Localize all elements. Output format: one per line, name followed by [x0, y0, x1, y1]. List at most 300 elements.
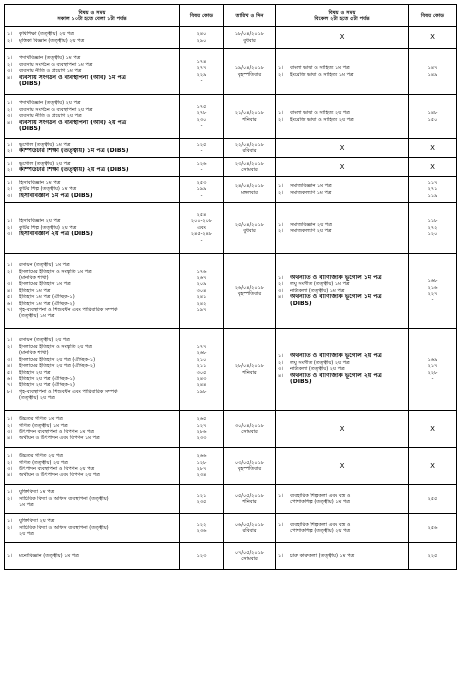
- morning-subject-text: মৃত্তিকা বিজ্ঞান (তত্ত্বীয়) ২য় পত্র: [19, 37, 85, 44]
- routine-row: [5, 177, 457, 203]
- morning-subject-code: -: [200, 148, 203, 154]
- exam-day: মঙ্গলবার: [241, 189, 258, 196]
- exam-date: ২৮/০৪/২০১৮: [234, 363, 265, 370]
- morning-subject-code: ২৮৬: [196, 429, 207, 435]
- morning-subject-number: ১।: [7, 179, 13, 186]
- morning-subject-text: কৃষিশিক্ষা (তত্ত্বীয়) ২য় পত্র: [19, 31, 74, 38]
- date-day-cell: [224, 329, 276, 411]
- morning-subject-number: [7, 81, 19, 87]
- morning-subjects-cell: [5, 411, 180, 448]
- morning-codes-cell: [180, 254, 224, 329]
- morning-subject-text: উৎপাদন ব্যবস্থাপনা ও বিপণন ১ম পত্র: [19, 429, 94, 435]
- morning-subject-text: কম্পিউটার শিক্ষা (তত্ত্বীয়) ২য় পত্র (DIBS): [19, 167, 129, 173]
- morning-subject-number: [7, 395, 19, 401]
- exam-date: ০৫/০৫/২০১৮: [234, 492, 265, 499]
- afternoon-subject-text: পোশাকশিল্প (তত্ত্বীয়) ১ম পত্র: [290, 499, 350, 505]
- morning-subject-text: ইতিহাস ১ম পত্র (ঐচ্ছিক-২): [19, 300, 75, 307]
- morning-subject-text: হিসাববিজ্ঞান ১ম পত্র: [19, 179, 61, 186]
- morning-subject-number: ১।: [7, 100, 13, 107]
- morning-subject-number: ৭।: [7, 382, 13, 389]
- morning-subject-text: ২য় পত্র: [19, 531, 34, 538]
- morning-subject-number: ৬।: [7, 375, 13, 382]
- morning-subject-text: অর্থায়ন ও উৎপাদন এবং বিপণন ২য় পত্র: [19, 472, 100, 479]
- routine-row: [5, 49, 457, 95]
- afternoon-subject-number: ৪।: [278, 294, 284, 301]
- morning-subjects-cell: [5, 203, 180, 254]
- morning-subjects-cell: [5, 27, 180, 49]
- afternoon-subjects-cell: [276, 27, 409, 49]
- afternoon-subject-number: [278, 528, 290, 534]
- morning-subject-code: ২২৯: [196, 71, 207, 78]
- morning-subject-code: ২৯০: [196, 37, 207, 44]
- afternoon-subjects-cell: [276, 139, 409, 158]
- date-day-cell: [224, 95, 276, 139]
- morning-subject-text: গণিত (তত্ত্বীয়) ১ম পত্র: [19, 422, 68, 429]
- exam-date: ২২/০৪/২০১৮: [234, 141, 265, 148]
- afternoon-subjects-cell: [276, 514, 409, 543]
- afternoon-subjects-cell: [276, 485, 409, 514]
- afternoon-subject-code: ২৭২: [427, 224, 438, 231]
- exam-date: ১৯/০৪/২০১৮: [234, 65, 265, 72]
- morning-subject-text: গৃহ-ব্যবস্থাপনা ও শিশুবর্ধন এবং পারিবারিক সম্পর্ক: [19, 388, 118, 395]
- morning-subject-text: ইতিহাস ২য় পত্র (ঐচ্ছিক-১): [19, 375, 75, 382]
- header-code-left: বিষয় কোড: [180, 5, 224, 27]
- afternoon-subject-text: সমাজকল্যাণ ২য় পত্র: [290, 228, 332, 234]
- exam-date: ৩০/০৪/২০১৮: [234, 422, 265, 429]
- morning-subject-text: অর্থায়ন ও উৎপাদন এবং বিপণন ১ম পত্র: [19, 435, 100, 442]
- morning-subject-line: [7, 81, 177, 87]
- morning-codes-cell: [180, 411, 224, 448]
- afternoon-subject-number: ১।: [278, 183, 284, 190]
- afternoon-subject-text: অর্থনীতি ও বাণিজ্যিক ভূগোল ২য় পত্র: [290, 372, 382, 379]
- afternoon-codes-cell: [409, 411, 457, 448]
- morning-subject-number: ৭।: [7, 307, 13, 314]
- afternoon-subject-number: [278, 499, 290, 505]
- morning-subject-number: ২।: [7, 37, 13, 44]
- routine-row: [5, 27, 457, 49]
- afternoon-subject-number: ১।: [278, 552, 284, 559]
- afternoon-subject-code: ১৬৮: [427, 278, 438, 285]
- exam-date: ২৫/০৪/২০১৮: [234, 221, 265, 228]
- exam-date: ২৪/০৪/২০১৮: [234, 183, 265, 190]
- morning-subjects-cell: [5, 485, 180, 514]
- exam-date: ২৬/০৪/২০১৮: [234, 284, 265, 291]
- date-day-cell: [224, 158, 276, 177]
- morning-subject-number: ১।: [7, 141, 13, 148]
- afternoon-subjects-cell: [276, 448, 409, 485]
- morning-subject-code: ২৮৭: [196, 466, 207, 472]
- morning-subject-number: ৩।: [7, 113, 13, 120]
- afternoon-codes-cell: [409, 485, 457, 514]
- morning-subject-code: ২৩৩: [196, 435, 207, 442]
- morning-subject-code: ২৬৮: [196, 350, 207, 357]
- morning-subject-number: ৩।: [7, 192, 13, 199]
- morning-subject-code: ২১০: [196, 356, 207, 363]
- afternoon-subject-number: ১।: [278, 521, 284, 528]
- morning-codes-cell: [180, 514, 224, 543]
- afternoon-subject-text: বাংলা ভাষা ও সাহিত্য ১ম পত্র: [290, 65, 350, 72]
- header-morning-line-2: সকাল ১০টা হতে বেলা ১টা পর্যন্ত: [57, 15, 127, 22]
- afternoon-subject-number: ১।: [278, 274, 284, 281]
- morning-subject-code: ২০০-২০৮: [190, 218, 213, 225]
- morning-subject-number: ৪।: [7, 435, 13, 442]
- morning-subject-text: ইসলামের ইতিহাস ২য় পত্র (ঐচ্ছিক-১): [19, 356, 96, 363]
- date-day-cell: [224, 177, 276, 203]
- afternoon-subject-code: -: [431, 297, 434, 304]
- morning-subjects-cell: [5, 139, 180, 158]
- morning-subject-line: [7, 531, 177, 537]
- afternoon-subject-number: ১।: [278, 110, 284, 117]
- morning-subject-number: ৮।: [7, 388, 13, 395]
- routine-row: [5, 448, 457, 485]
- morning-subject-line: [7, 472, 177, 478]
- morning-subject-number: ৪।: [7, 287, 13, 294]
- afternoon-subject-text: ব্যবহারিক শিল্পকলা এবং বস্ত্র ও: [290, 521, 351, 528]
- exam-day: শনিবার: [242, 116, 257, 123]
- morning-subject-number: ১।: [7, 218, 13, 225]
- morning-subject-text: ব্যবসায় নীতি ও প্রয়োগ ২য় পত্র: [19, 113, 82, 120]
- morning-subjects-cell: [5, 254, 180, 329]
- afternoon-subjects-cell: [276, 95, 409, 139]
- morning-subject-number: ১।: [7, 160, 13, 167]
- morning-subject-code: ১৭৫: [196, 103, 207, 110]
- morning-subject-line: [7, 395, 177, 401]
- afternoon-codes-cell: [409, 158, 457, 177]
- morning-subject-code: ৩০৪: [196, 287, 207, 294]
- morning-subject-text: ব্যবসায় সংগঠন ও ব্যবস্থাপনা (আব) ২য় পত্র: [19, 119, 127, 126]
- exam-day: সোমবার: [241, 167, 258, 173]
- afternoon-subjects-cell: [276, 203, 409, 254]
- morning-subject-number: ৬।: [7, 300, 13, 307]
- morning-subject-code: ২৩৪: [196, 472, 207, 479]
- morning-subject-text: ইতিহাস ১ম পত্র (ঐচ্ছিক-১): [19, 294, 75, 301]
- morning-subject-number: ৪।: [7, 74, 13, 81]
- morning-subject-code: ১৯৯: [196, 186, 207, 193]
- morning-subject-text: উচ্চতর গণিত ২য় পত্র: [19, 453, 63, 460]
- morning-subject-code: ২৪৪: [196, 382, 207, 389]
- date-day-cell: [224, 485, 276, 514]
- morning-subject-text: ব্যবসায় সংগঠন ও ব্যবস্থাপনা ১ম পত্র: [19, 61, 93, 68]
- exam-date: ১৮/০৪/২০১৮: [234, 31, 265, 38]
- date-day-cell: [224, 514, 276, 543]
- routine-row: [5, 203, 457, 254]
- afternoon-subject-number: ২।: [278, 116, 284, 123]
- header-afternoon: [276, 5, 409, 27]
- afternoon-subject-text: ইংরেজি ভাষা ও সাহিত্য ২য় পত্র: [290, 116, 354, 123]
- afternoon-subject-line: [278, 117, 406, 123]
- afternoon-subject-text: বাংলা ভাষা ও সাহিত্য ২য় পত্র: [290, 110, 350, 117]
- afternoon-subject-text: লঘু সংগীত (তত্ত্বীয়) ১ম পত্র: [290, 281, 350, 288]
- afternoon-subject-number: ৩।: [278, 366, 284, 373]
- morning-subject-line: [7, 167, 177, 173]
- date-day-cell: [224, 139, 276, 158]
- date-day-cell: [224, 27, 276, 49]
- morning-subjects-cell: [5, 543, 180, 570]
- morning-codes-cell: [180, 485, 224, 514]
- morning-subject-text: কম্পিউটার শিক্ষা (তত্ত্বীয়) ১ম পত্র (DIBS): [19, 148, 129, 154]
- morning-subject-number: ৫।: [7, 369, 13, 376]
- exam-date: ২৩/০৪/২০১৮: [234, 160, 265, 167]
- morning-subject-text: (মানবিক শাখা): [19, 350, 49, 357]
- afternoon-subject-code: ১৪৮: [427, 110, 438, 117]
- morning-subject-code: ১২৮: [196, 459, 207, 466]
- morning-subject-code: ১২১: [196, 492, 207, 499]
- morning-subject-number: ২।: [7, 459, 13, 466]
- afternoon-subject-line: [278, 190, 406, 196]
- morning-subject-line: [7, 502, 177, 508]
- morning-subject-number: ২।: [7, 524, 13, 531]
- no-exam-code-mark: X: [430, 143, 435, 152]
- exam-date: ০৭/০৫/২০১৮: [234, 549, 265, 556]
- exam-date: ০৩/০৫/২০১৮: [234, 459, 265, 466]
- morning-subject-text: ইতিহাস ২য় পত্র (ঐচ্ছিক-২): [19, 382, 75, 389]
- date-day-cell: [224, 448, 276, 485]
- exam-routine-table: [4, 4, 457, 570]
- morning-subject-text: ১ম পত্র: [19, 502, 34, 509]
- morning-subject-code: ২৪৩: [196, 375, 207, 382]
- morning-subject-line: [7, 126, 177, 132]
- afternoon-subject-number: [278, 379, 290, 385]
- morning-subjects-cell: [5, 95, 180, 139]
- morning-subject-code: -: [200, 192, 203, 199]
- exam-day: বৃহস্পতিবার: [237, 466, 262, 472]
- morning-subject-code: -: [200, 167, 203, 173]
- morning-subject-code: ১৯৮: [196, 388, 207, 395]
- morning-subject-code: ২৬৫: [196, 416, 207, 423]
- afternoon-subject-line: [278, 301, 406, 307]
- afternoon-subjects-cell: [276, 543, 409, 570]
- morning-subject-text: মনোবিজ্ঞান (তত্ত্বীয়) ১ম পত্র: [19, 552, 79, 559]
- morning-subject-number: ৫।: [7, 294, 13, 301]
- afternoon-subject-code: ১৪৯: [427, 71, 438, 78]
- morning-subject-code: ২৪১: [196, 294, 207, 301]
- afternoon-subject-line: [278, 528, 406, 534]
- morning-subject-number: [7, 313, 19, 319]
- afternoon-subject-code: -: [431, 375, 434, 382]
- morning-codes-cell: [180, 139, 224, 158]
- morning-subject-code: ২৫৩: [196, 179, 207, 186]
- afternoon-codes-cell: [409, 177, 457, 203]
- afternoon-subject-code: ১১৭: [427, 179, 438, 186]
- morning-subject-code: ২৪০: [196, 31, 207, 38]
- afternoon-codes-cell: [409, 448, 457, 485]
- no-exam-mark: X: [339, 461, 345, 470]
- morning-subject-text: রসায়ন (তত্ত্বীয়) ২য় পত্র: [19, 337, 70, 344]
- morning-subject-number: [7, 502, 19, 508]
- afternoon-subject-text: অর্থনীতি ও বাণিজ্যিক ভূগোল ১ম পত্র: [290, 294, 382, 301]
- morning-subject-number: ২।: [7, 343, 13, 350]
- morning-subject-text: ইতিহাস ১ম পত্র: [19, 287, 51, 294]
- morning-subject-code: ৩০৫: [196, 369, 207, 376]
- no-exam-code-mark: X: [430, 424, 435, 433]
- morning-subject-text: রসায়ন (তত্ত্বীয়) ১ম পত্র: [19, 262, 70, 269]
- morning-codes-cell: [180, 158, 224, 177]
- afternoon-subject-code: ১১৯: [427, 192, 438, 199]
- morning-subject-code: ২০৯: [196, 281, 207, 288]
- afternoon-subject-text: চারু কারুকলা (তত্ত্বীয়) ১ম পত্র: [290, 552, 355, 559]
- morning-subject-code: ২৭৮: [196, 110, 207, 117]
- morning-subject-text: সাচিবিক বিদ্যা ও অফিস ব্যবস্থাপনা (তত্ত্বীয়): [19, 495, 109, 502]
- morning-subject-number: ২।: [7, 148, 13, 154]
- morning-subject-code: -: [200, 77, 203, 84]
- morning-subject-line: [7, 313, 177, 319]
- morning-subject-text: ব্যবসায় নীতি ও প্রয়োগ ১ম পত্র: [19, 68, 82, 75]
- morning-subject-number: ২।: [7, 61, 13, 68]
- afternoon-codes-cell: [409, 514, 457, 543]
- afternoon-codes-cell: [409, 95, 457, 139]
- morning-subjects-cell: [5, 177, 180, 203]
- morning-codes-cell: [180, 329, 224, 411]
- morning-subject-text: (DIBS): [19, 126, 41, 133]
- afternoon-subject-code: ১২০: [427, 231, 438, 238]
- routine-row: [5, 485, 457, 514]
- exam-day: সোমবার: [241, 429, 258, 435]
- no-exam-mark: X: [339, 143, 345, 152]
- afternoon-subject-code: ১৪৭: [427, 65, 438, 72]
- afternoon-subject-code: ২৭১: [427, 186, 438, 193]
- morning-subject-text: (তত্ত্বীয়) ১ম পত্র: [19, 313, 55, 320]
- afternoon-subject-number: ২।: [278, 359, 284, 366]
- afternoon-subject-number: ৪।: [278, 372, 284, 379]
- morning-subject-text: হিসাববিজ্ঞান ২য় পত্র: [19, 218, 61, 225]
- afternoon-subject-number: [278, 301, 290, 307]
- morning-subject-code: ২৩০: [196, 116, 207, 123]
- header-afternoon-line-2: বিকেল ২টা হতে ৫টা পর্যন্ত: [314, 15, 370, 22]
- afternoon-subject-code: ১১৮: [427, 218, 438, 225]
- morning-subject-number: ২।: [7, 186, 13, 193]
- morning-subject-number: ২।: [7, 495, 13, 502]
- morning-subject-text: ভূগোল (তত্ত্বীয়) ১ম পত্র: [19, 141, 71, 148]
- morning-subject-line: [7, 435, 177, 441]
- morning-subject-code: ২৬৭: [196, 274, 207, 281]
- morning-subjects-cell: [5, 514, 180, 543]
- afternoon-subject-text: নাট্যকলা (তত্ত্বীয়) ১ম পত্র: [290, 287, 345, 294]
- morning-subject-text: কুটির শিল্প (তত্ত্বীয়) ২য় পত্র: [19, 224, 77, 231]
- exam-day: বুধবার: [243, 228, 256, 234]
- exam-day: শনিবার: [242, 499, 257, 505]
- morning-subject-number: ২।: [7, 106, 13, 113]
- afternoon-subject-number: ২।: [278, 189, 284, 196]
- morning-subject-number: [7, 126, 19, 132]
- afternoon-codes-cell: [409, 139, 457, 158]
- morning-subject-text: ইসলামের ইতিহাস ১ম পত্র: [19, 281, 71, 288]
- morning-subject-text: ইতিহাস ২য় পত্র: [19, 369, 51, 376]
- afternoon-subject-text: সমাজবিজ্ঞান ২য় পত্র: [290, 221, 332, 228]
- afternoon-subjects-cell: [276, 49, 409, 95]
- morning-subject-line: [7, 38, 177, 44]
- afternoon-subject-code: ২১৭: [427, 363, 438, 370]
- afternoon-subjects-cell: [276, 177, 409, 203]
- afternoon-subject-code: ২২৮: [427, 369, 438, 376]
- morning-subject-code: ১২৬: [196, 160, 207, 167]
- afternoon-subjects-cell: [276, 254, 409, 329]
- morning-subject-number: ১।: [7, 31, 13, 38]
- morning-subject-number: ১।: [7, 337, 13, 344]
- afternoon-codes-cell: [409, 254, 457, 329]
- afternoon-subjects-cell: [276, 158, 409, 177]
- no-exam-mark: X: [339, 424, 345, 433]
- morning-subject-number: ২।: [7, 422, 13, 429]
- morning-subject-text: উচ্চতর গণিত ১ম পত্র: [19, 416, 63, 423]
- morning-subject-code: ২৭৭: [196, 65, 207, 72]
- afternoon-subject-text: (DIBS): [290, 300, 312, 307]
- morning-subject-code: ১৯৭: [196, 307, 207, 314]
- morning-subject-code: ১২২: [196, 521, 207, 528]
- morning-subject-code: ১২৭: [196, 422, 207, 429]
- morning-subject-text: পদার্থবিজ্ঞান (তত্ত্বীয়) ২য় পত্র: [19, 100, 81, 107]
- morning-subject-code: ১৭৭: [196, 343, 207, 350]
- routine-row: [5, 543, 457, 570]
- date-day-cell: [224, 411, 276, 448]
- afternoon-subject-line: [278, 499, 406, 505]
- header-date: তারিখ ও দিন: [224, 5, 276, 27]
- routine-row: [5, 254, 457, 329]
- afternoon-subject-code: ১৫০: [427, 116, 438, 123]
- morning-subject-number: ১।: [7, 55, 13, 62]
- morning-subject-text: ব্যবসায় সংগঠন ও ব্যবস্থাপনা (আব) ১ম পত্র: [19, 74, 126, 81]
- morning-subject-text: হিসাববিজ্ঞান ২য় পত্র (DIBS): [19, 231, 93, 238]
- afternoon-subjects-cell: [276, 411, 409, 448]
- afternoon-subject-line: [278, 379, 406, 385]
- morning-subject-number: ১।: [7, 453, 13, 460]
- afternoon-subject-code: ২৫৫: [427, 495, 438, 502]
- afternoon-subject-text: ব্যবহারিক শিল্পকলা এবং বস্ত্র ও: [290, 492, 351, 499]
- afternoon-subject-number: ১।: [278, 492, 284, 499]
- afternoon-subject-number: ৩।: [278, 287, 284, 294]
- afternoon-subject-code: ২১৬: [427, 284, 438, 291]
- morning-subject-code: ২৩৬: [196, 528, 207, 534]
- morning-subject-text: ইসলামের ইতিহাস ও সংস্কৃতি ২য় পত্র: [19, 343, 92, 350]
- date-day-cell: [224, 254, 276, 329]
- morning-codes-cell: [180, 543, 224, 570]
- morning-codes-cell: [180, 95, 224, 139]
- morning-subject-number: ৩।: [7, 429, 13, 435]
- morning-subject-text: উৎপাদন ব্যবস্থাপনা ও বিপণন ২য় পত্র: [19, 466, 95, 472]
- morning-subject-number: ১।: [7, 262, 13, 269]
- morning-subjects-cell: [5, 49, 180, 95]
- header-row: [5, 5, 457, 27]
- afternoon-subject-text: ইংরেজি ভাষা ও সাহিত্য ১ম পত্র: [290, 71, 354, 78]
- afternoon-subject-text: অর্থনীতি ও বাণিজ্যিক ভূগোল ২য় পত্র: [290, 353, 382, 360]
- header-code-right: বিষয় কোড: [409, 5, 457, 27]
- morning-subject-code: ১২৫: [196, 141, 207, 148]
- morning-subject-text: ইসলামের ইতিহাস ও সংস্কৃতি ১ম পত্র: [19, 268, 92, 275]
- no-exam-mark: X: [339, 33, 345, 42]
- header-morning-line-1: বিষয় ও সময়: [78, 9, 106, 16]
- morning-subjects-cell: [5, 329, 180, 411]
- morning-codes-cell: [180, 448, 224, 485]
- afternoon-subject-line: [278, 228, 406, 234]
- morning-subject-code: ১২৩: [196, 552, 207, 559]
- afternoon-subject-text: সমাজবিজ্ঞান ১ম পত্র: [290, 183, 332, 190]
- afternoon-subject-number: ১।: [278, 65, 284, 72]
- morning-subject-number: ৪।: [7, 472, 13, 479]
- exam-day: বৃহস্পতিবার: [237, 291, 262, 297]
- afternoon-codes-cell: [409, 203, 457, 254]
- morning-subject-text: ব্যবসায় সংগঠন ও ব্যবস্থাপনা ২য় পত্র: [19, 106, 93, 113]
- no-exam-code-mark: X: [430, 162, 435, 171]
- morning-subject-number: ৪।: [7, 363, 13, 370]
- afternoon-subject-line: [278, 72, 406, 78]
- morning-subject-code: ২১১: [196, 363, 207, 370]
- morning-subject-number: ২।: [7, 167, 13, 173]
- afternoon-subject-code: ১৬৯: [427, 356, 438, 363]
- morning-subject-number: ৪।: [7, 119, 13, 126]
- routine-row: [5, 158, 457, 177]
- morning-subject-text: (মানবিক শাখা): [19, 274, 49, 281]
- exam-day: বৃহস্পতিবার: [237, 71, 262, 78]
- afternoon-subject-number: ২।: [278, 281, 284, 288]
